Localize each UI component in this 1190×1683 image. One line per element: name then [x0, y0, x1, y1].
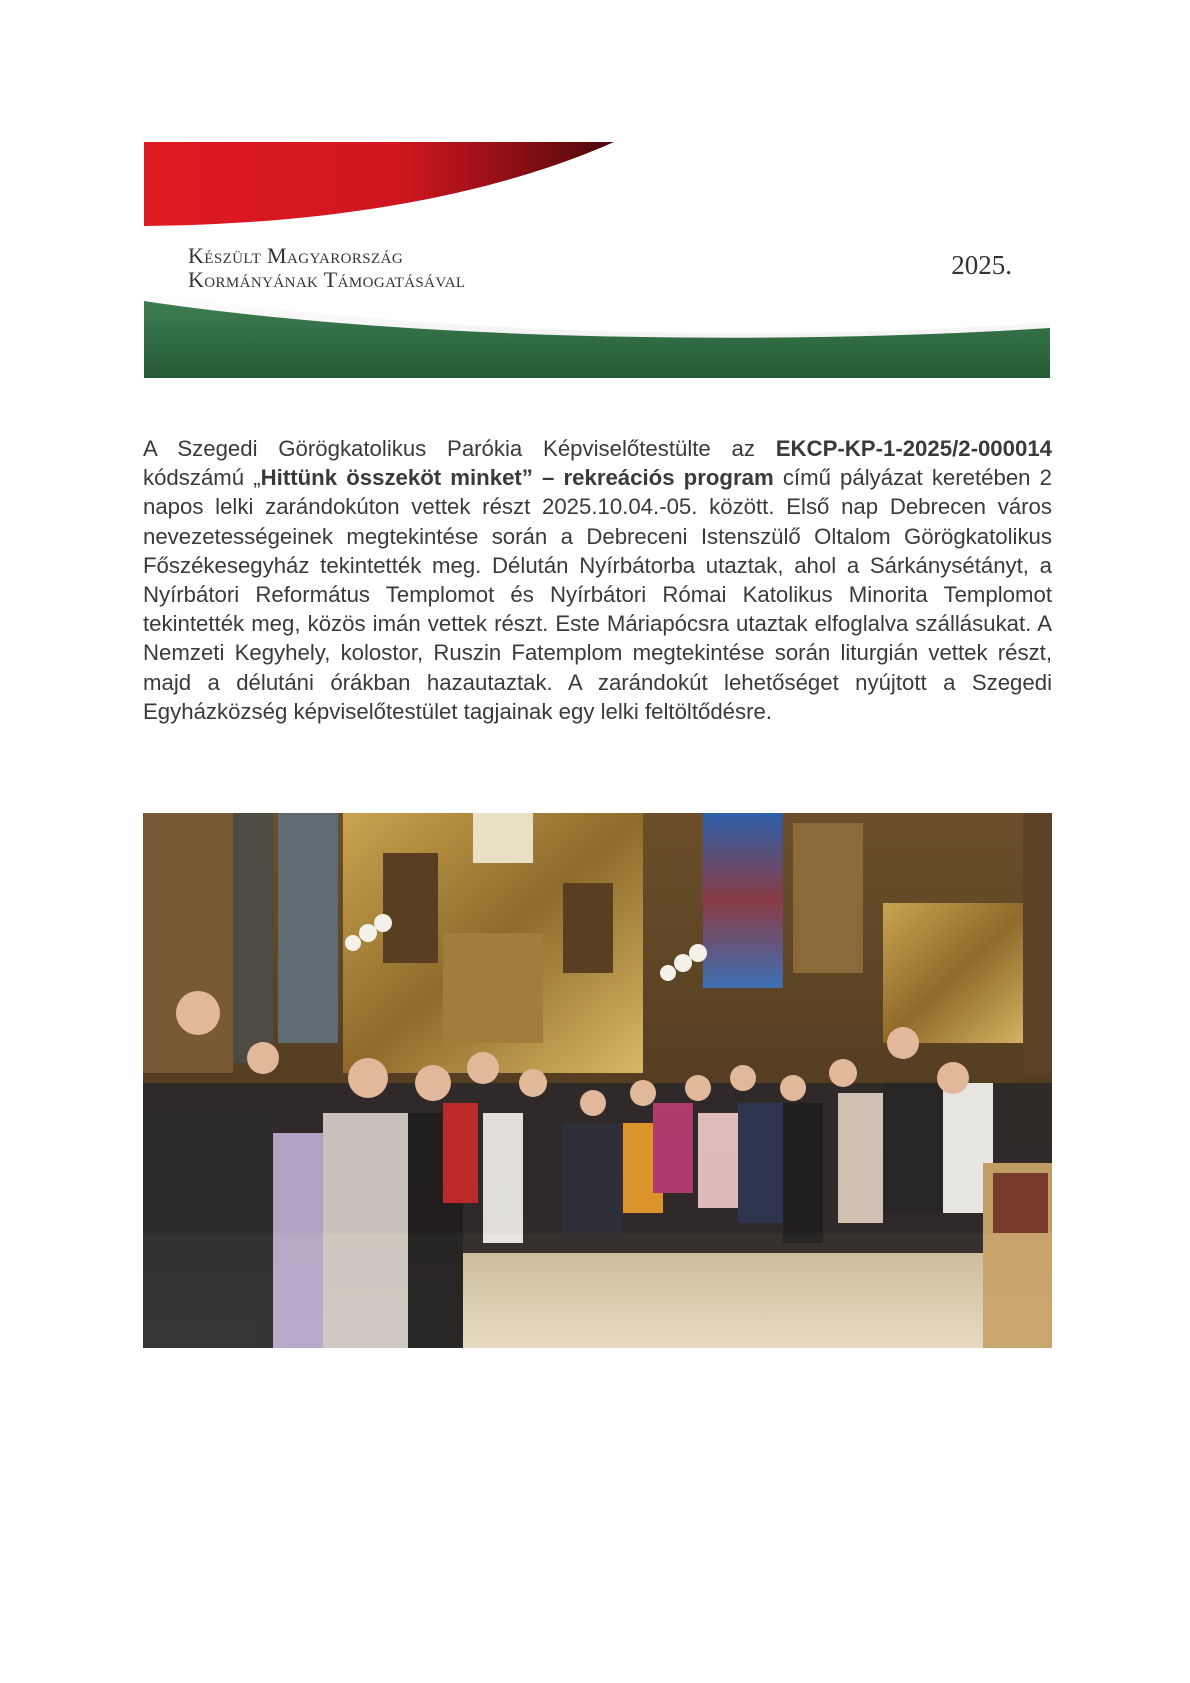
left-arch [278, 813, 338, 1043]
banner-year: 2025. [951, 250, 1012, 280]
pulpit [883, 903, 1033, 1043]
left-wall [143, 813, 233, 1073]
right-wall [1023, 813, 1052, 1073]
left-column [233, 813, 273, 1063]
stained-glass-window [703, 813, 783, 988]
icon-panel-3 [563, 883, 613, 973]
project-code: EKCP-KP-1-2025/2-000014 [775, 436, 1052, 461]
church-group-photo [143, 813, 1052, 1348]
banner-caption-line1: Készült Magyarország [188, 243, 404, 268]
icon-panel-2 [473, 813, 533, 863]
code-label: kódszámú „ [143, 465, 261, 491]
lamp-left [359, 924, 377, 942]
banner-caption [188, 244, 466, 292]
support-banner [144, 142, 1050, 378]
banner-caption-line2: Kormányának Támogatásával [188, 267, 466, 292]
article-paragraph [143, 434, 1052, 726]
lamp-right [674, 954, 692, 972]
intro-text: A Szegedi Görögkatolikus Parókia Képviselőtestülte az [143, 436, 776, 461]
body-text: című pályázat keretében 2 napos lelki zarándokúton vettek részt 2025.10.04.-05. között. Első nap Debrecen város nevezetességeinek megtekintése során a Debreceni Istenszülő Oltalom Görögkatolikus Főszékesegyház tekintették meg. Délután Nyírbátorba utaztak, ahol a Sárkánysétányt, a Nyírbátori Református Templomot és Nyírbátori Római Katolikus Minorita Templomot tekintették meg, közös imán vettek részt. Este Máriapócsra utaztak elfoglalva szállásukat. A Nemzeti Kegyhely, kolostor, Ruszin Fatemplom megtekintése során liturgián vettek részt, majd a délutáni órákban hazautaztak. A zarándokút lehetőséget nyújtott a Szegedi Egyházközség képviselőtestület tagjainak egy lelki feltöltődésre. [143, 465, 1052, 724]
right-icon-frame [793, 823, 863, 973]
program-title: Hittünk összeköt minket” – rekreációs program [260, 465, 774, 491]
icon-panel-1 [383, 853, 438, 963]
group-photo [143, 813, 1052, 1348]
icon-panel-4 [443, 933, 543, 1043]
